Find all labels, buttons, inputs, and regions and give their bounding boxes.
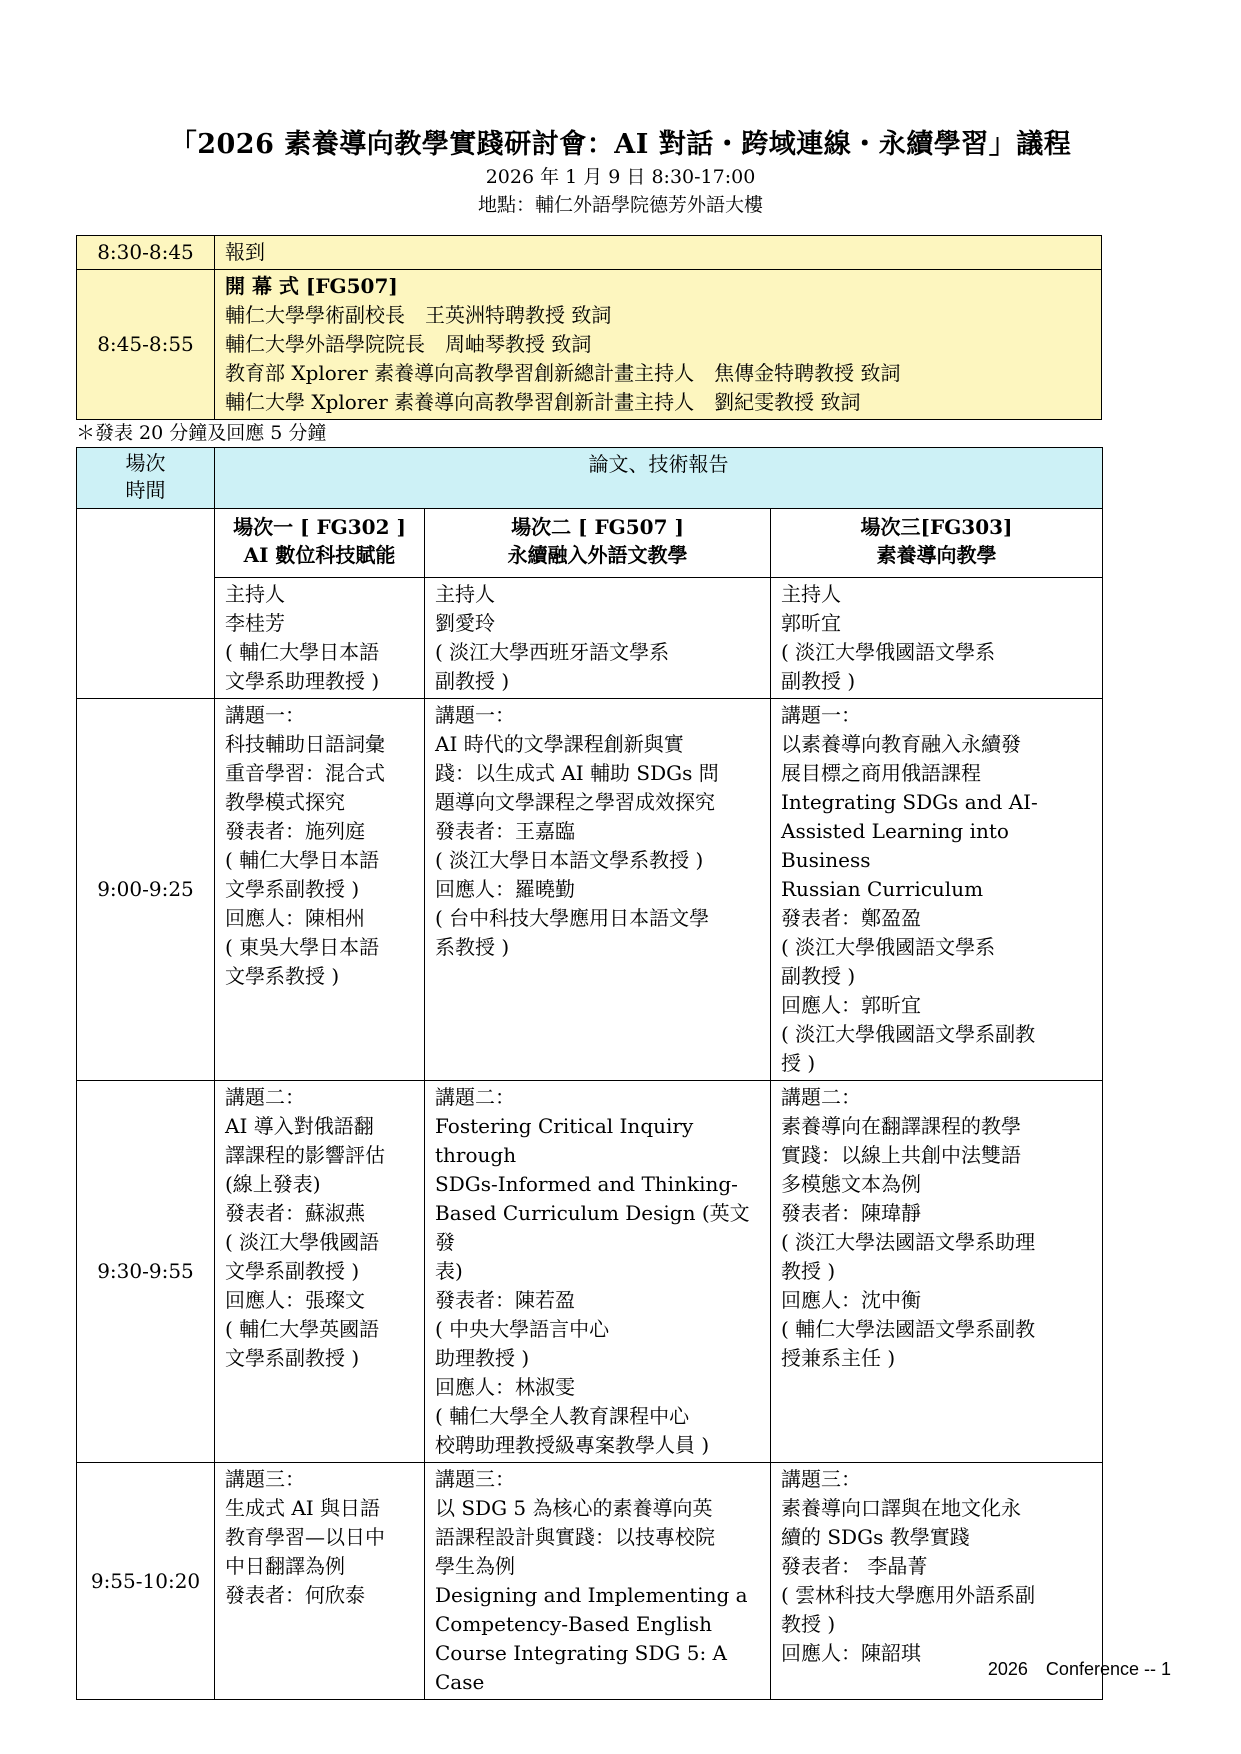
- opening-details: [215, 270, 1102, 420]
- talk-cell: 講題一： 以素養導向教育融入永續發 展目標之商用俄語課程 Integrating SDGs and AI- Assisted Learning into Business Russian Curriculum 發表者：鄭盈盈 ( 淡江大學俄國語文學系 副教授 ) 回應人：郭昕宜 ( 淡江大學俄國語文學系副教 授 ): [771, 699, 1103, 1081]
- session-host: 主持人 郭昕宜 ( 淡江大學俄國語文學系 副教授 ): [771, 578, 1103, 699]
- talk-cell: 講題三： 素養導向口譯與在地文化永 續的 SDGs 教學實踐 發表者： 李晶菁 ( 雲林科技大學應用外語系副 教授 ) 回應人：陳韶琪: [771, 1463, 1103, 1700]
- registration-label: 報到: [215, 236, 1102, 270]
- session-host: 主持人 劉愛玲 ( 淡江大學西班牙語文學系 副教授 ): [425, 578, 771, 699]
- section-title: 論文、技術報告: [215, 448, 1103, 509]
- opening-speech: 輔仁大學學術副校長 王英洲特聘教授 致詞: [225, 303, 612, 327]
- opening-table: [76, 235, 1102, 420]
- program-header-row: [77, 448, 1103, 509]
- program-table: [76, 447, 1103, 1700]
- session-title: 場次一 [ FG302 ] AI 數位科技賦能: [215, 509, 425, 578]
- session-title: 場次三[FG303] 素養導向教學: [771, 509, 1103, 578]
- registration-row: [77, 236, 1102, 270]
- page-title: 「2026 素養導向教學實踐研討會：AI 對話・跨域連線・永續學習」議程: [169, 129, 1072, 160]
- session-title: 場次二 [ FG507 ] 永續融入外語文教學: [425, 509, 771, 578]
- timing-note: ＊發表 20 分鐘及回應 5 分鐘: [76, 422, 327, 444]
- corner-label: 場次 時間: [77, 448, 215, 509]
- talk-cell: 講題一： 科技輔助日語詞彙 重音學習：混合式 教學模式探究 發表者：施列庭 ( 輔仁大學日本語 文學系副教授 ) 回應人：陳相州 ( 東吳大學日本語 文學系教授 ): [215, 699, 425, 1081]
- opening-speech: 教育部 Xplorer 素養導向高教學習創新總計畫主持人 焦傳金特聘教授 致詞: [225, 361, 901, 385]
- slot-time: 9:00-9:25: [77, 699, 215, 1081]
- opening-ceremony-row: [77, 270, 1102, 420]
- talk-cell: 講題三： 以 SDG 5 為核心的素養導向英 語課程設計與實踐：以技專校院 學生為例 Designing and Implementing a Competency-Based English Course Integrating SDG 5: A Case: [425, 1463, 771, 1700]
- talk-cell: 講題一： AI 時代的文學課程創新與實 踐：以生成式 AI 輔助 SDGs 問 題導向文學課程之學習成效探究 發表者：王嘉臨 ( 淡江大學日本語文學系教授 ) 回應人：羅曉勤 ( 台中科技大學應用日本語文學 系教授 ): [425, 699, 771, 1081]
- session-title-row: [77, 509, 1103, 578]
- opening-time: 8:45-8:55: [77, 270, 215, 420]
- slot-row-2: [77, 1081, 1103, 1463]
- opening-speech: 輔仁大學外語學院院長 周岫琴教授 致詞: [225, 332, 592, 356]
- slot-row-1: [77, 699, 1103, 1081]
- session-host-row: [77, 578, 1103, 699]
- talk-cell: 講題二： 素養導向在翻譯課程的教學 實踐：以線上共創中法雙語 多模態文本為例 發表者：陳瑋靜 ( 淡江大學法國語文學系助理 教授 ) 回應人：沈中衡 ( 輔仁大學法國語文學系副教 授兼系主任 ): [771, 1081, 1103, 1463]
- opening-speech: 輔仁大學 Xplorer 素養導向高教學習創新計畫主持人 劉紀雯教授 致詞: [225, 390, 861, 414]
- talk-cell: 講題二： Fostering Critical Inquiry through SDGs-Informed and Thinking- Based Curriculum Design (英文發 表) 發表者：陳若盈 ( 中央大學語言中心 助理教授 ) 回應人：林淑雯 ( 輔仁大學全人教育課程中心 校聘助理教授級專案教學人員 ): [425, 1081, 771, 1463]
- page-footer: 2026 Conference -- 1: [987, 1659, 1171, 1679]
- talk-cell: 講題二： AI 導入對俄語翻 譯課程的影響評估 (線上發表) 發表者：蘇淑燕 ( 淡江大學俄國語 文學系副教授 ) 回應人：張璨文 ( 輔仁大學英國語 文學系副教授 ): [215, 1081, 425, 1463]
- registration-time: 8:30-8:45: [77, 236, 215, 270]
- talk-cell: 講題三： 生成式 AI 與日語 教育學習—以日中 中日翻譯為例 發表者：何欣泰: [215, 1463, 425, 1700]
- slot-time: 9:30-9:55: [77, 1081, 215, 1463]
- event-venue: 地點：輔仁外語學院德芳外語大樓: [477, 194, 763, 216]
- empty-time-cell: [77, 509, 215, 699]
- event-datetime: 2026 年 1 月 9 日 8:30-17:00: [485, 166, 756, 188]
- slot-time: 9:55-10:20: [77, 1463, 215, 1700]
- opening-title: 開 幕 式 [FG507]: [225, 274, 398, 298]
- session-host: 主持人 李桂芳 ( 輔仁大學日本語 文學系助理教授 ): [215, 578, 425, 699]
- slot-row-3: [77, 1463, 1103, 1700]
